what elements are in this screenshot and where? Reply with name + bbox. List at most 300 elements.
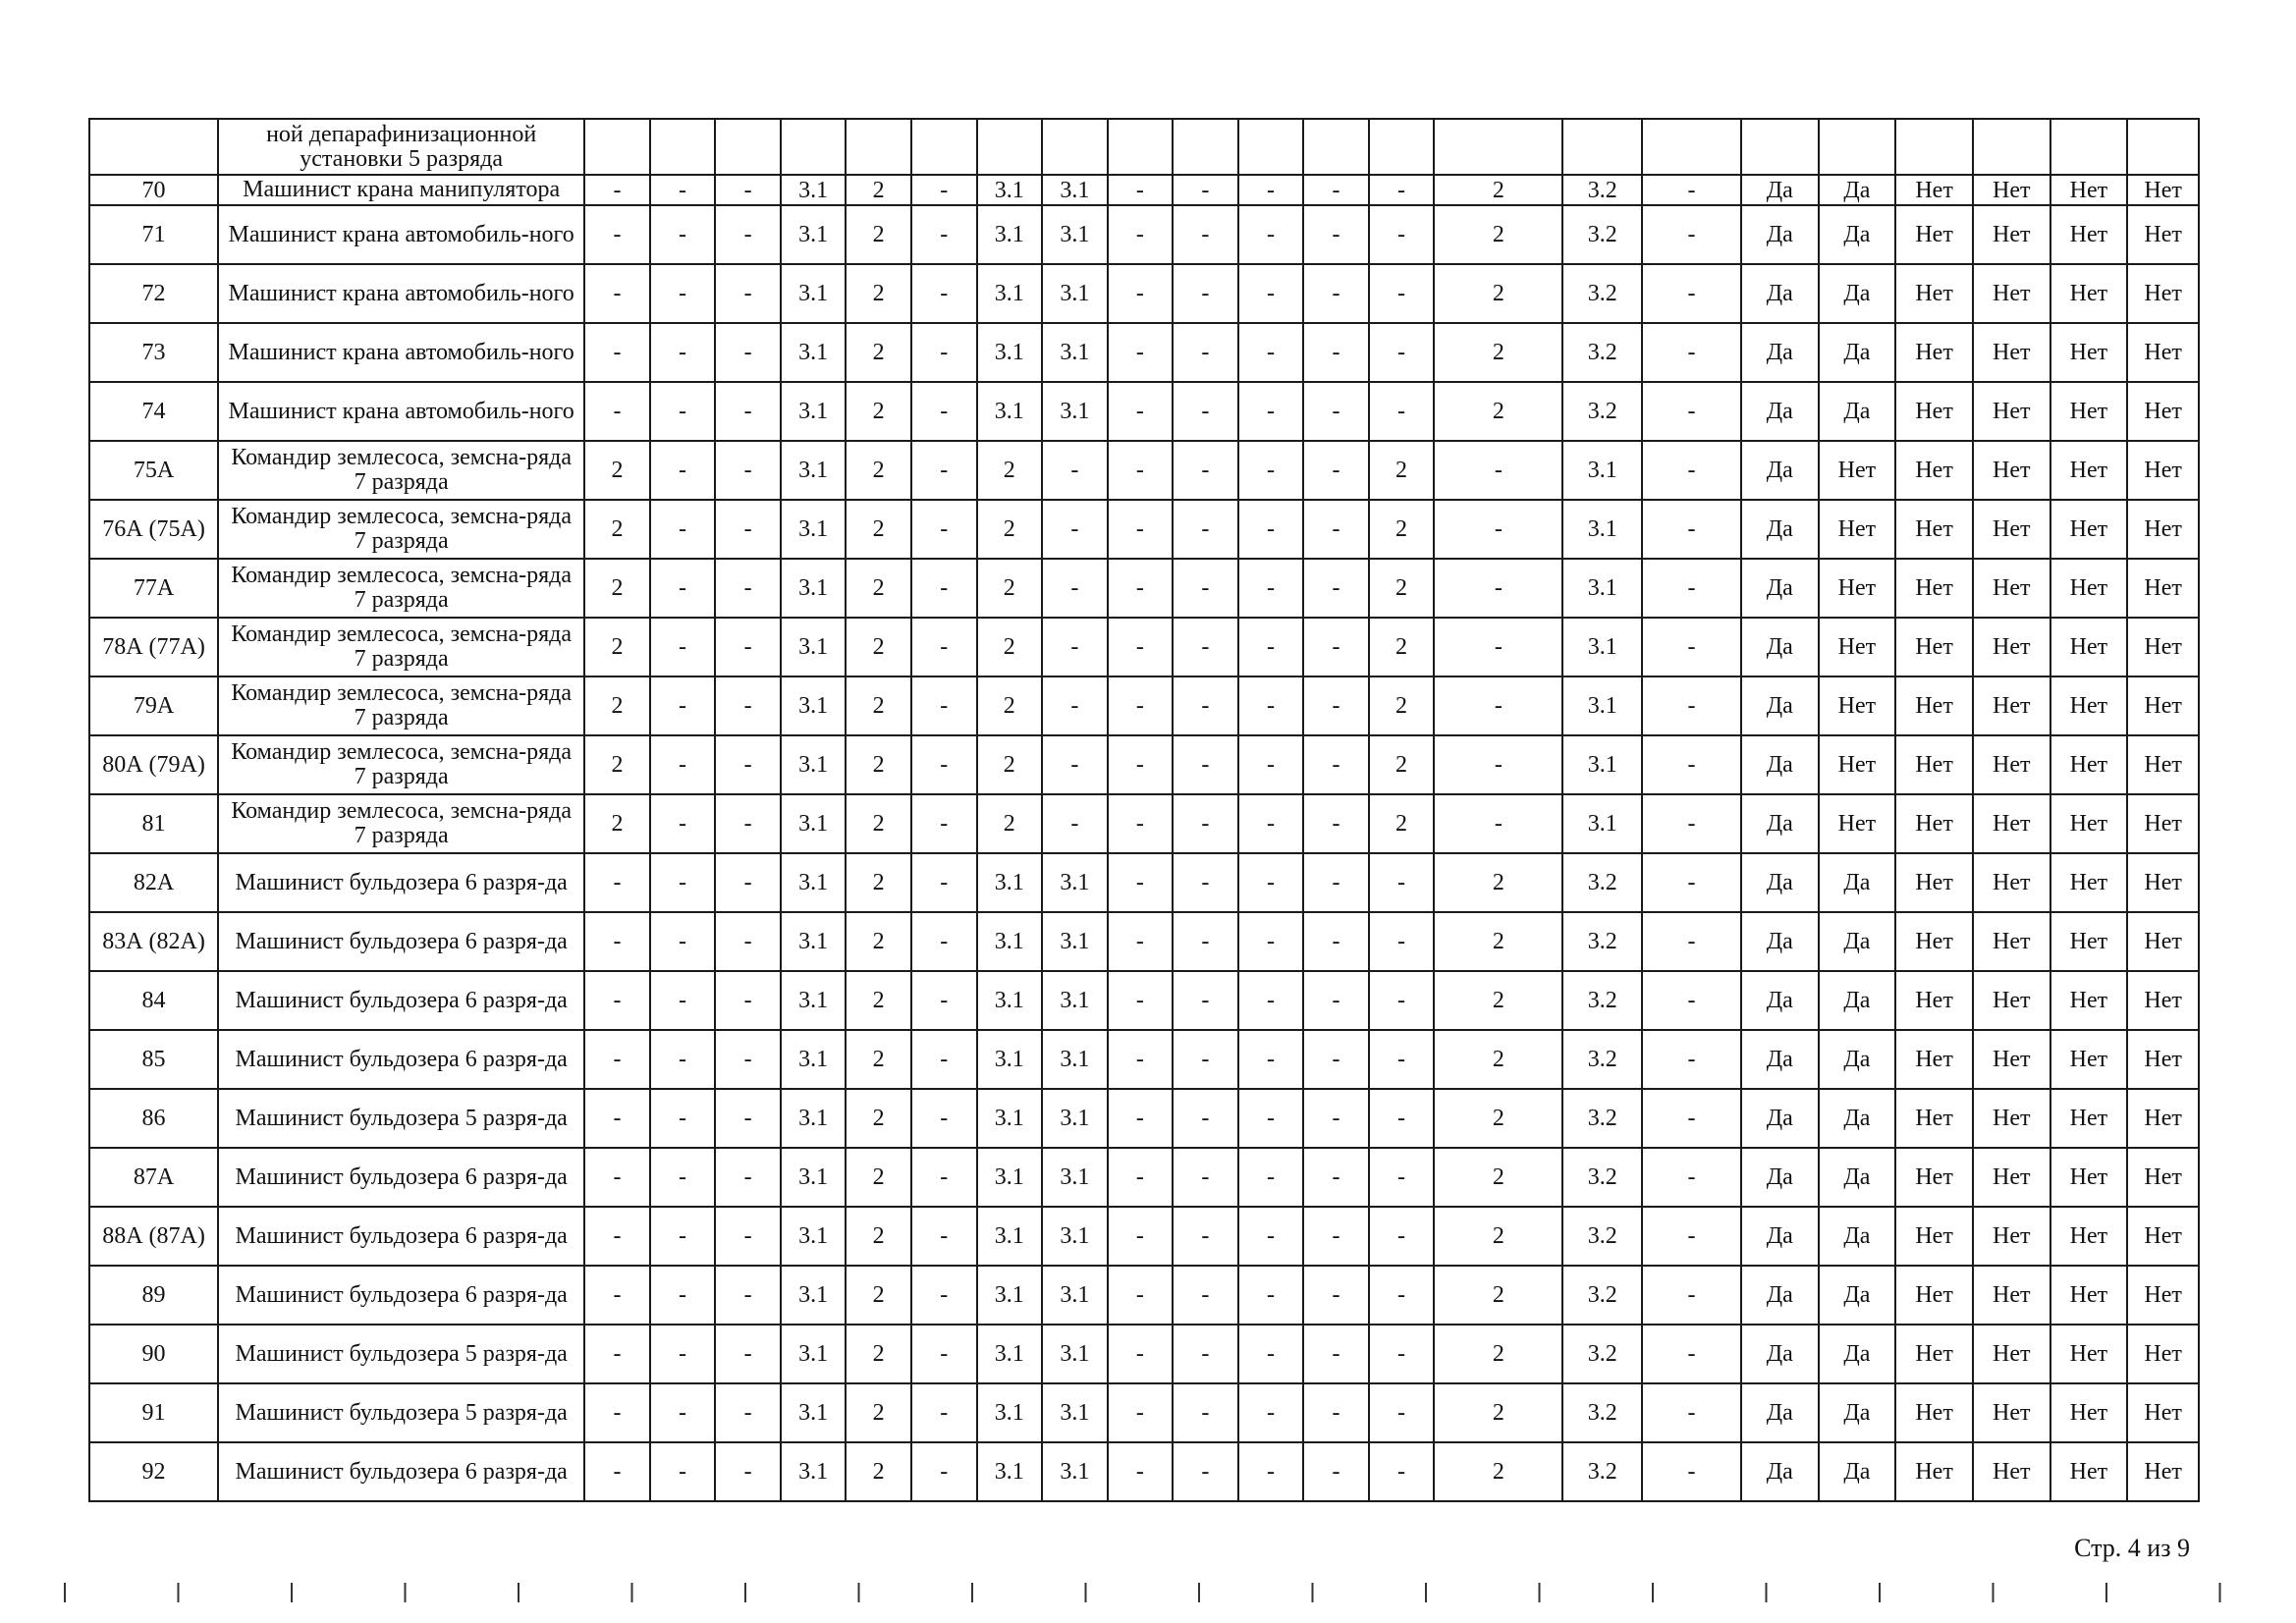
value-cell: - [1238,382,1304,441]
yes-no-cell: Нет [2050,1089,2128,1148]
yes-no-cell: Нет [2127,618,2199,676]
value-cell: - [1369,1089,1435,1148]
value-cell: - [1108,794,1174,853]
value-cell: 3.1 [977,1325,1043,1383]
value-cell: - [1173,1442,1238,1501]
value-cell: - [1042,676,1108,735]
yes-no-cell: Да [1819,1148,1896,1207]
value-cell: 3.1 [781,175,847,205]
yes-no-cell: Да [1819,912,1896,971]
value-cell: - [1369,323,1435,382]
value-cell: 3.1 [781,559,847,618]
value-cell: 3.2 [1562,323,1642,382]
value-cell: 3.1 [1042,175,1108,205]
row-number-cell: 91 [89,1383,218,1442]
table-row [89,1266,2199,1325]
table-row [89,912,2199,971]
value-cell: - [1173,853,1238,912]
value-cell: 2 [584,441,650,500]
value-cell: - [1642,175,1741,205]
value-cell: 2 [1434,175,1562,205]
row-number-cell: 70 [89,175,218,205]
profession-name-cell: Машинист бульдозера 6 разря-да [218,853,584,912]
yes-no-cell: Нет [1973,1030,2050,1089]
value-cell: - [1642,1148,1741,1207]
value-cell: - [715,1030,781,1089]
profession-name-cell: Машинист бульдозера 5 разря-да [218,1325,584,1383]
value-cell: - [1642,618,1741,676]
yes-no-cell: Нет [1819,735,1896,794]
value-cell: - [1042,735,1108,794]
value-cell: - [715,382,781,441]
yes-no-cell: Да [1741,971,1819,1030]
yes-no-cell: Нет [1973,1325,2050,1383]
value-cell: - [1108,205,1174,264]
yes-no-cell: Нет [2127,264,2199,323]
yes-no-cell: Нет [2127,1442,2199,1501]
value-cell: - [1042,618,1108,676]
value-cell: 2 [1434,382,1562,441]
yes-no-cell: Нет [1895,1266,1973,1325]
value-cell: - [1303,441,1369,500]
yes-no-cell: Нет [2127,1266,2199,1325]
value-cell: - [1173,1089,1238,1148]
value-cell: - [584,971,650,1030]
value-cell: - [1173,1030,1238,1089]
value-cell: 2 [584,676,650,735]
value-cell: - [1108,853,1174,912]
table-row [89,264,2199,323]
value-cell: - [715,175,781,205]
value-cell: 3.2 [1562,1148,1642,1207]
yes-no-cell: Нет [1819,676,1896,735]
value-cell: 2 [1369,735,1435,794]
value-cell: - [1238,1089,1304,1148]
value-cell: - [1238,618,1304,676]
value-cell: - [1108,441,1174,500]
value-cell: - [911,559,977,618]
value-cell: - [1303,1030,1369,1089]
value-cell: 3.1 [1042,382,1108,441]
yes-no-cell: Нет [1895,205,1973,264]
yes-no-cell: Нет [2050,441,2128,500]
value-cell: - [1434,676,1562,735]
yes-no-cell: Нет [2127,853,2199,912]
yes-no-cell: Нет [1973,1148,2050,1207]
value-cell: - [1303,618,1369,676]
yes-no-cell: Нет [2127,971,2199,1030]
value-cell: - [650,264,716,323]
profession-name-cell: Машинист крана автомобиль-ного [218,323,584,382]
value-cell: 2 [584,559,650,618]
yes-no-cell: Да [1819,323,1896,382]
value-cell: 2 [1434,971,1562,1030]
value-cell: - [911,441,977,500]
value-cell: - [911,1325,977,1383]
value-cell: 3.1 [977,1266,1043,1325]
value-cell [781,119,847,175]
value-cell: - [1369,1148,1435,1207]
row-number-cell: 87А [89,1148,218,1207]
profession-name-cell: Командир землесоса, земсна-ряда 7 разряда [218,500,584,559]
yes-no-cell: Нет [1895,1325,1973,1383]
yes-no-cell: Да [1741,853,1819,912]
yes-no-cell: Нет [1895,853,1973,912]
value-cell: - [715,559,781,618]
value-cell: 2 [1434,853,1562,912]
table-row [89,441,2199,500]
value-cell: 2 [846,794,911,853]
value-cell: - [584,1442,650,1501]
value-cell: 3.1 [977,1030,1043,1089]
value-cell: 3.2 [1562,1089,1642,1148]
value-cell [846,119,911,175]
yes-no-cell: Да [1819,1266,1896,1325]
yes-no-cell: Нет [1973,500,2050,559]
yes-no-cell: Нет [1819,441,1896,500]
value-cell: 2 [1434,1207,1562,1266]
yes-no-cell: Да [1741,1325,1819,1383]
yes-no-cell: Нет [1819,500,1896,559]
yes-no-cell: Нет [1895,500,1973,559]
value-cell: - [1434,618,1562,676]
yes-no-cell: Нет [1895,794,1973,853]
yes-no-cell: Нет [1973,559,2050,618]
value-cell: 2 [1369,500,1435,559]
yes-no-cell: Нет [1895,264,1973,323]
yes-no-cell: Да [1741,1148,1819,1207]
value-cell: - [715,1089,781,1148]
value-cell: - [1642,735,1741,794]
value-cell: 3.1 [1562,735,1642,794]
value-cell: - [1238,175,1304,205]
value-cell: 2 [846,382,911,441]
value-cell: 2 [1434,1089,1562,1148]
value-cell: - [584,264,650,323]
value-cell: - [1642,1383,1741,1442]
value-cell: - [1238,912,1304,971]
value-cell: 3.1 [977,1089,1043,1148]
value-cell: 2 [846,1207,911,1266]
value-cell: - [1042,559,1108,618]
value-cell: 2 [977,500,1043,559]
value-cell: - [1303,323,1369,382]
row-number-cell: 76А (75А) [89,500,218,559]
value-cell: 3.1 [781,971,847,1030]
yes-no-cell: Да [1819,1207,1896,1266]
value-cell: - [1108,1442,1174,1501]
value-cell: - [1238,323,1304,382]
value-cell: - [1173,559,1238,618]
value-cell: - [1238,1030,1304,1089]
value-cell: - [911,618,977,676]
yes-no-cell: Нет [2127,441,2199,500]
table-body [89,119,2199,1501]
yes-no-cell: Нет [2050,1325,2128,1383]
value-cell: 3.1 [1562,618,1642,676]
value-cell: 3.1 [1042,323,1108,382]
value-cell [2050,119,2128,175]
yes-no-cell: Нет [1895,323,1973,382]
row-number-cell [89,119,218,175]
value-cell: 2 [584,618,650,676]
value-cell: 2 [1434,1442,1562,1501]
value-cell: - [584,1266,650,1325]
yes-no-cell: Нет [2050,853,2128,912]
yes-no-cell: Нет [1895,1383,1973,1442]
value-cell: 3.1 [977,1207,1043,1266]
value-cell: - [1238,441,1304,500]
value-cell: 2 [977,735,1043,794]
yes-no-cell: Нет [1895,912,1973,971]
value-cell: - [715,912,781,971]
profession-name-cell: Командир землесоса, земсна-ряда 7 разряда [218,794,584,853]
yes-no-cell: Нет [2050,1030,2128,1089]
value-cell: - [911,323,977,382]
value-cell: - [1642,382,1741,441]
yes-no-cell: Нет [2050,559,2128,618]
value-cell [1642,119,1741,175]
value-cell: 2 [846,1442,911,1501]
yes-no-cell: Нет [2127,1383,2199,1442]
table-row [89,1325,2199,1383]
value-cell: 2 [846,853,911,912]
yes-no-cell: Нет [2127,1030,2199,1089]
value-cell: 3.1 [1042,1148,1108,1207]
yes-no-cell: Да [1741,676,1819,735]
value-cell: 3.2 [1562,175,1642,205]
value-cell: 3.1 [1042,1089,1108,1148]
yes-no-cell: Нет [1819,794,1896,853]
yes-no-cell: Нет [1973,1089,2050,1148]
value-cell: - [1173,382,1238,441]
value-cell: - [650,735,716,794]
value-cell: - [1108,735,1174,794]
value-cell: - [715,264,781,323]
value-cell: 3.1 [977,205,1043,264]
yes-no-cell: Да [1741,175,1819,205]
table-row [89,500,2199,559]
value-cell: - [1303,1325,1369,1383]
value-cell: - [1238,1148,1304,1207]
yes-no-cell: Да [1741,912,1819,971]
row-number-cell: 80А (79А) [89,735,218,794]
value-cell: - [715,500,781,559]
yes-no-cell: Нет [2127,175,2199,205]
row-number-cell: 79А [89,676,218,735]
value-cell: - [584,912,650,971]
value-cell: 2 [846,1030,911,1089]
value-cell: - [1173,175,1238,205]
value-cell: - [1303,1442,1369,1501]
yes-no-cell: Нет [1895,735,1973,794]
yes-no-cell: Нет [2127,1148,2199,1207]
value-cell: - [1173,618,1238,676]
value-cell: - [911,175,977,205]
value-cell: - [715,735,781,794]
value-cell: - [1173,264,1238,323]
value-cell: 3.1 [781,1207,847,1266]
profession-name-cell [218,119,584,175]
value-cell: - [1303,382,1369,441]
yes-no-cell: Нет [1819,559,1896,618]
value-cell: - [1238,559,1304,618]
value-cell: 2 [1434,1325,1562,1383]
yes-no-cell: Нет [2127,1207,2199,1266]
row-number-cell: 85 [89,1030,218,1089]
value-cell [1434,119,1562,175]
row-number-cell: 74 [89,382,218,441]
profession-name-cell: Машинист бульдозера 5 разря-да [218,1089,584,1148]
value-cell: - [1238,853,1304,912]
value-cell: - [715,1207,781,1266]
yes-no-cell: Нет [2050,735,2128,794]
value-cell: - [1642,676,1741,735]
table-row [89,794,2199,853]
value-cell: 2 [584,794,650,853]
value-cell: 2 [1369,618,1435,676]
value-cell: 3.2 [1562,971,1642,1030]
value-cell: 3.1 [1042,205,1108,264]
yes-no-cell: Да [1819,971,1896,1030]
value-cell: - [1369,912,1435,971]
value-cell: 3.1 [1042,1325,1108,1383]
value-cell: 2 [1369,794,1435,853]
value-cell: - [1303,794,1369,853]
value-cell: - [1108,175,1174,205]
yes-no-cell: Да [1741,1089,1819,1148]
value-cell: 2 [846,1266,911,1325]
value-cell: - [1303,500,1369,559]
value-cell: 3.1 [781,264,847,323]
yes-no-cell: Да [1741,500,1819,559]
value-cell: 3.2 [1562,1383,1642,1442]
value-cell [1973,119,2050,175]
value-cell: - [1303,1207,1369,1266]
yes-no-cell: Нет [1973,441,2050,500]
yes-no-cell: Нет [1973,676,2050,735]
value-cell [1042,119,1108,175]
value-cell: 3.1 [1562,794,1642,853]
value-cell: 2 [846,441,911,500]
value-cell: 3.1 [977,1442,1043,1501]
yes-no-cell: Нет [2050,1383,2128,1442]
value-cell: - [1642,559,1741,618]
value-cell: - [911,1383,977,1442]
yes-no-cell: Нет [2050,382,2128,441]
value-cell: - [1238,264,1304,323]
yes-no-cell: Нет [1973,1207,2050,1266]
profession-name-cell: Машинист бульдозера 6 разря-да [218,1207,584,1266]
value-cell: 3.1 [1562,676,1642,735]
value-cell: - [1303,1148,1369,1207]
yes-no-cell: Да [1741,1383,1819,1442]
table-row [89,1442,2199,1501]
value-cell [1173,119,1238,175]
value-cell: - [1642,1442,1741,1501]
yes-no-cell: Нет [2050,323,2128,382]
value-cell: - [1042,441,1108,500]
yes-no-cell: Нет [2127,676,2199,735]
value-cell: 2 [1369,559,1435,618]
value-cell: - [1642,1325,1741,1383]
value-cell: - [911,205,977,264]
value-cell: 3.1 [781,794,847,853]
yes-no-cell: Нет [1973,323,2050,382]
value-cell: - [1173,441,1238,500]
value-cell [1819,119,1896,175]
profession-name-cell: Машинист бульдозера 6 разря-да [218,1148,584,1207]
yes-no-cell: Нет [2050,1148,2128,1207]
profession-name-cell: Машинист бульдозера 6 разря-да [218,912,584,971]
profession-name-cell: Командир землесоса, земсна-ряда 7 разряда [218,441,584,500]
value-cell: - [1642,1030,1741,1089]
value-cell: - [1303,205,1369,264]
value-cell: 2 [846,205,911,264]
row-number-cell: 82А [89,853,218,912]
value-cell: - [650,1207,716,1266]
value-cell: - [1303,559,1369,618]
value-cell: - [1642,853,1741,912]
value-cell: - [1369,1207,1435,1266]
value-cell: 2 [1434,1266,1562,1325]
value-cell: 2 [584,735,650,794]
yes-no-cell: Нет [1973,1442,2050,1501]
yes-no-cell: Нет [1973,618,2050,676]
table-row [89,559,2199,618]
value-cell: - [1173,971,1238,1030]
value-cell: - [1642,1207,1741,1266]
value-cell: 3.2 [1562,1266,1642,1325]
value-cell: - [911,264,977,323]
profession-name-cell: Машинист крана автомобиль-ного [218,264,584,323]
row-number-cell: 89 [89,1266,218,1325]
yes-no-cell: Да [1741,1030,1819,1089]
value-cell: - [1303,1266,1369,1325]
value-cell: 3.1 [1042,1207,1108,1266]
value-cell: - [584,175,650,205]
value-cell: - [650,1089,716,1148]
value-cell: - [911,1266,977,1325]
value-cell: - [1042,500,1108,559]
value-cell: - [715,1383,781,1442]
yes-no-cell: Нет [1973,735,2050,794]
table-row [89,1030,2199,1089]
value-cell: - [1108,1207,1174,1266]
value-cell: - [1108,912,1174,971]
value-cell: 3.1 [977,175,1043,205]
yes-no-cell: Нет [2127,794,2199,853]
value-cell: - [1434,794,1562,853]
value-cell: 2 [977,794,1043,853]
value-cell: 3.1 [1042,264,1108,323]
value-cell: 3.2 [1562,1442,1642,1501]
value-cell: 3.1 [977,1148,1043,1207]
value-cell: 3.1 [977,382,1043,441]
value-cell: - [1303,264,1369,323]
yes-no-cell: Да [1819,1089,1896,1148]
value-cell: 3.1 [1562,441,1642,500]
value-cell: - [650,175,716,205]
value-cell: - [1238,676,1304,735]
value-cell: 2 [846,912,911,971]
value-cell: - [584,1207,650,1266]
value-cell: - [1303,735,1369,794]
value-cell: - [650,971,716,1030]
value-cell [1369,119,1435,175]
yes-no-cell: Да [1741,382,1819,441]
value-cell: - [584,1148,650,1207]
